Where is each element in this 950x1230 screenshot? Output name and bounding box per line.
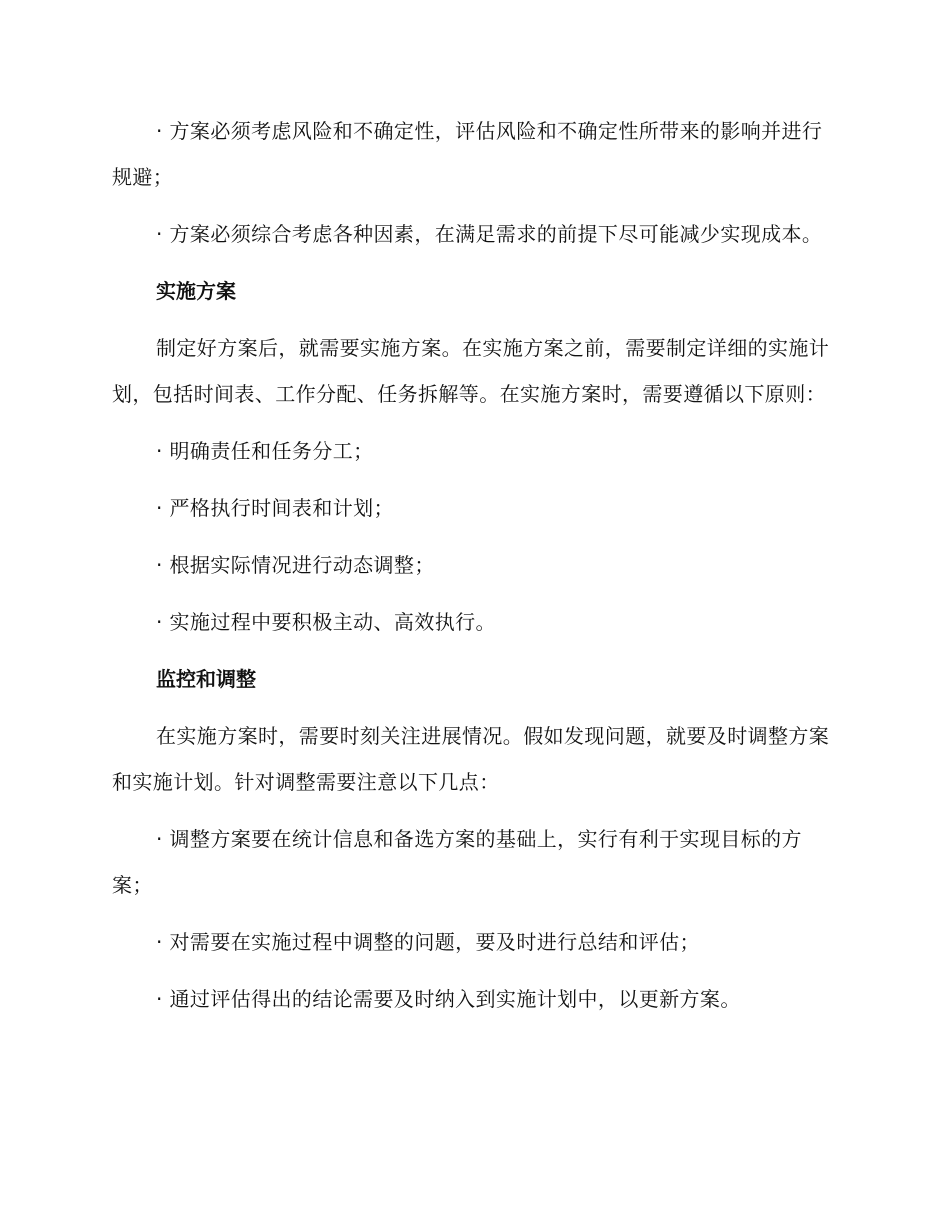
monitor-bullet: · 对需要在实施过程中调整的问题，要及时进行总结和评估； bbox=[156, 930, 700, 954]
implement-bullet: · 明确责任和任务分工； bbox=[156, 439, 374, 463]
section-heading-monitor: 监控和调整 bbox=[156, 667, 256, 691]
section-heading-implement: 实施方案 bbox=[156, 279, 236, 303]
implement-bullet: · 严格执行时间表和计划； bbox=[156, 496, 394, 520]
monitor-bullet: · 通过评估得出的结论需要及时纳入到实施计划中，以更新方案。 bbox=[156, 987, 741, 1011]
bullet-cost: · 方案必须综合考虑各种因素，在满足需求的前提下尽可能减少实现成本。 bbox=[156, 222, 823, 246]
bullet-risk: · 方案必须考虑风险和不确定性，评估风险和不确定性所带来的影响并进行规避； bbox=[112, 119, 823, 189]
implement-intro: 制定好方案后，就需要实施方案。在实施方案之前，需要制定详细的实施计划，包括时间表、工作分配、任务拆解等。在实施方案时，需要遵循以下原则： bbox=[112, 336, 830, 406]
implement-bullet: · 根据实际情况进行动态调整； bbox=[156, 553, 435, 577]
document-page bbox=[112, 108, 832, 1033]
implement-bullet: · 实施过程中要积极主动、高效执行。 bbox=[156, 610, 496, 634]
monitor-intro: 在实施方案时，需要时刻关注进展情况。假如发现问题，就要及时调整方案和实施计划。针对调整需要注意以下几点： bbox=[112, 724, 830, 794]
monitor-bullet: · 调整方案要在统计信息和备选方案的基础上，实行有利于实现目标的方案； bbox=[112, 827, 802, 897]
